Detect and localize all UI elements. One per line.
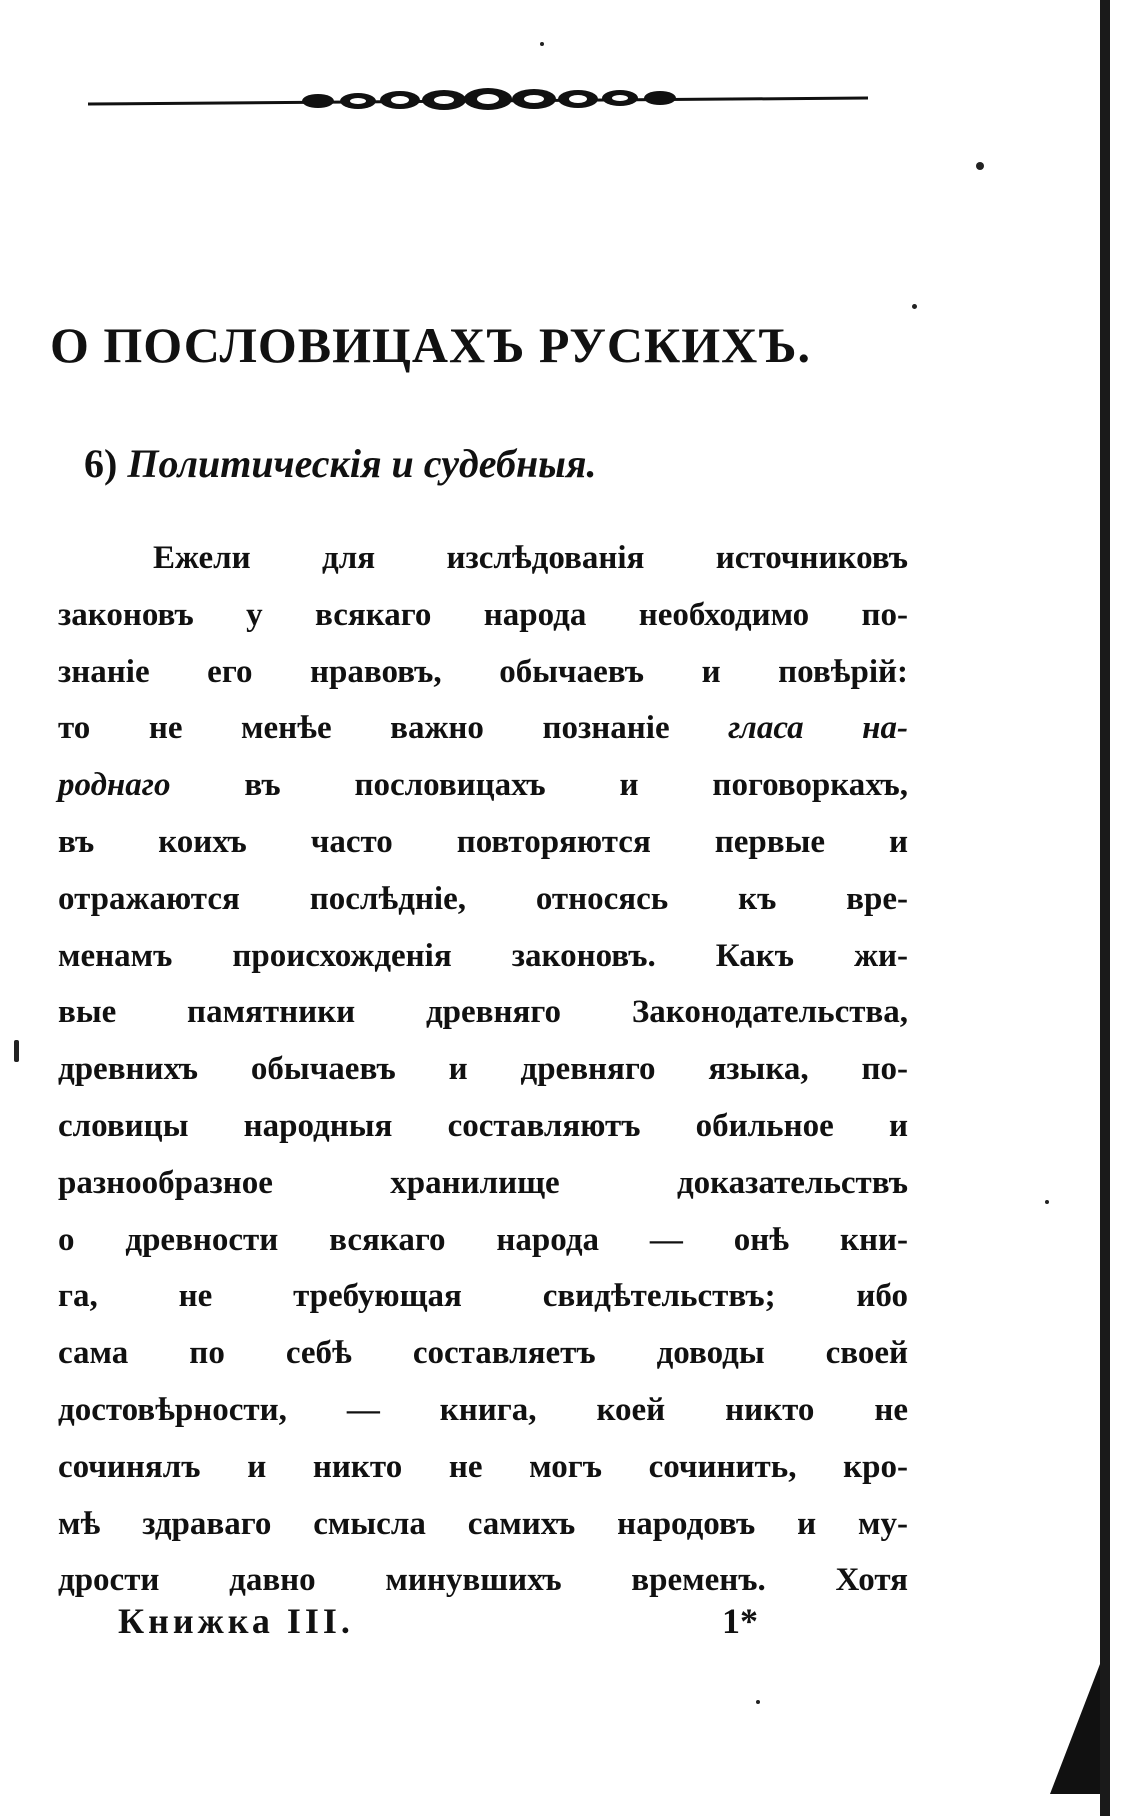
text-line-italic: гласа на- xyxy=(728,710,908,747)
text-line: Ежели для изслѣдованія источниковъ xyxy=(153,540,908,576)
signature-mark: Книжка III. xyxy=(118,1601,354,1641)
text-line-roman: то не менѣе важно познаніе xyxy=(58,710,729,747)
text-line: сама по себѣ составляетъ доводы своей xyxy=(58,1335,908,1372)
scan-speck xyxy=(912,304,917,309)
text-line: дрости давно минувшихъ временъ. Хотя xyxy=(58,1562,908,1599)
page-mark: 1* xyxy=(722,1601,758,1641)
text-line: га, не требующая свидѣтельствъ; ибо xyxy=(58,1278,908,1315)
text-line: достовѣрности, — книга, коей никто не xyxy=(58,1391,908,1428)
text-line xyxy=(58,757,908,814)
page-footer xyxy=(118,1600,758,1642)
section-marker: 6) xyxy=(84,441,118,486)
scan-speck xyxy=(1045,1200,1049,1204)
scan-speck xyxy=(976,162,984,170)
ornament-divider xyxy=(88,86,868,116)
text-line: сочинялъ и никто не могъ сочинить, кро- xyxy=(58,1448,908,1485)
corner-blot xyxy=(1050,1664,1100,1794)
section-heading xyxy=(84,440,944,487)
text-line: древнихъ обычаевъ и древняго языка, по- xyxy=(58,1051,908,1088)
scan-speck xyxy=(540,42,544,46)
section-heading-text: Политическія и судебныя. xyxy=(127,441,597,486)
text-line: разнообразное хранилище доказательствъ xyxy=(58,1164,908,1201)
text-line: менамъ происхожденія законовъ. Какъ жи- xyxy=(58,937,908,974)
text-line: словицы народныя составляютъ обильное и xyxy=(58,1107,908,1144)
scan-speck xyxy=(14,1040,19,1062)
text-line-italic: роднаго xyxy=(58,767,171,804)
text-line: отражаются послѣдніе, относясь къ вре- xyxy=(58,880,908,917)
text-line xyxy=(58,700,908,757)
text-line: законовъ у всякаго народа необходимо по- xyxy=(58,596,908,633)
body-text xyxy=(58,530,908,1609)
text-line-roman: въ пословицахъ и поговоркахъ, xyxy=(170,767,908,804)
text-line: вые памятники древняго Законодательства, xyxy=(58,994,908,1031)
page-edge-line xyxy=(1100,0,1110,1816)
text-line: въ коихъ часто повторяются первые и xyxy=(58,823,908,860)
page-title: О ПОСЛОВИЦАХЪ РУСКИХЪ. xyxy=(50,317,812,373)
scan-speck xyxy=(756,1700,760,1704)
text-line: мѣ здраваго смысла самихъ народовъ и му- xyxy=(58,1505,908,1542)
text-line: о древности всякаго народа — онѣ кни- xyxy=(58,1221,908,1258)
text-line: знаніе его нравовъ, обычаевъ и повѣрій: xyxy=(58,653,908,690)
